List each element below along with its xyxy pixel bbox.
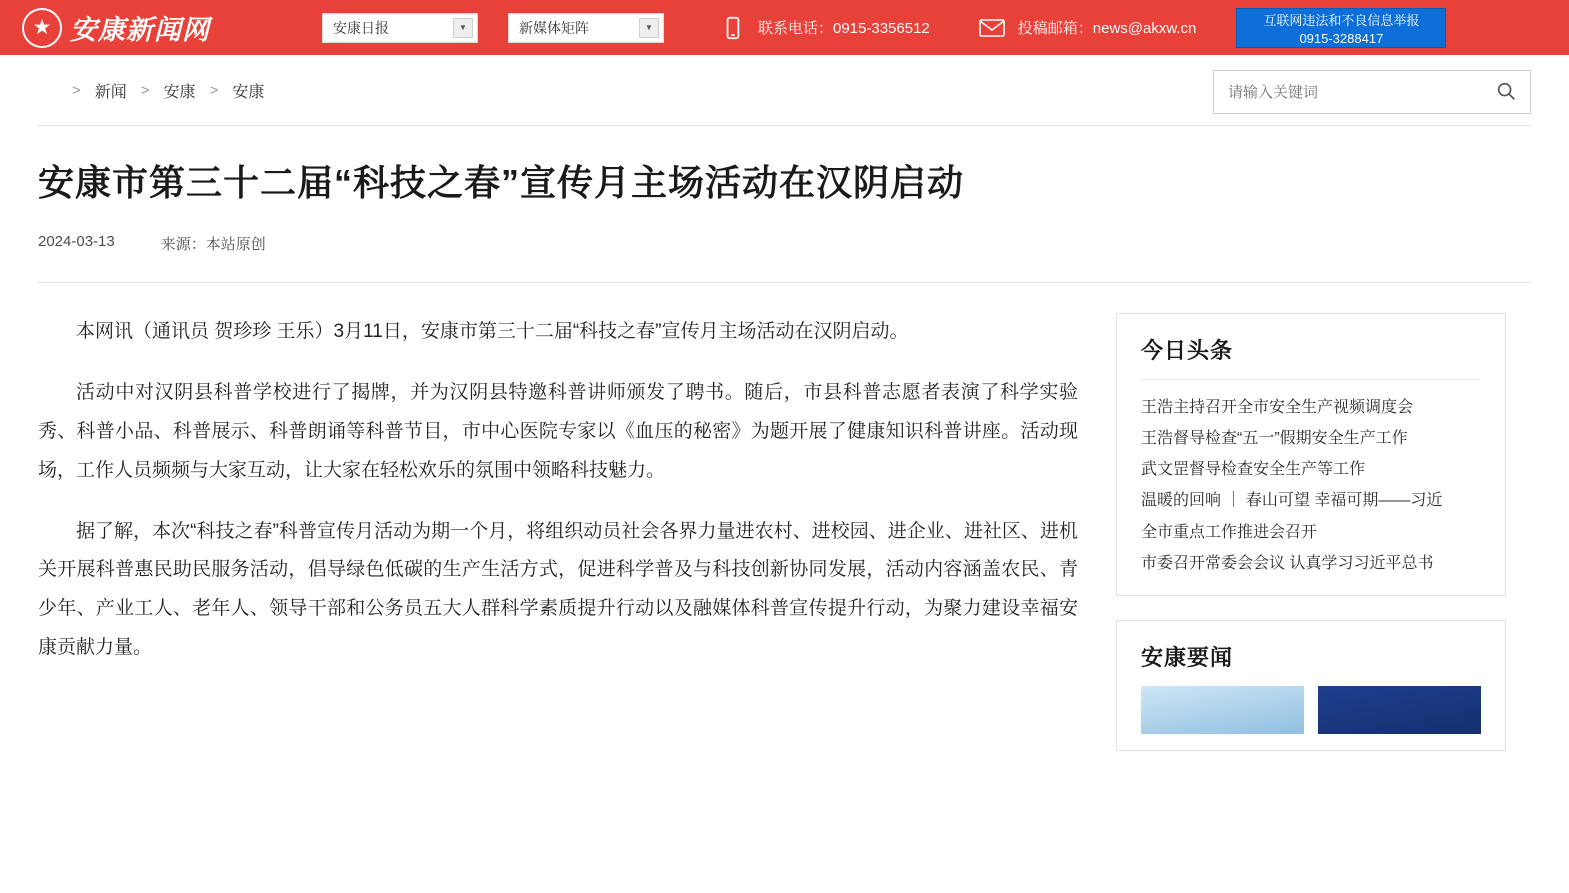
search-input[interactable] <box>1214 71 1482 113</box>
report-line1: 互联网违法和不良信息举报 <box>1263 12 1420 28</box>
panel-ankang-news <box>1116 620 1506 751</box>
thumbnail-row <box>1141 686 1481 734</box>
site-name: 安康新闻网 <box>70 15 210 46</box>
list-item[interactable]: 武文罡督导检查安全生产等工作 <box>1141 461 1366 479</box>
select-new-media-matrix-value: 新媒体矩阵 <box>519 19 589 36</box>
panel-rule <box>1141 379 1481 380</box>
report-line2: 0915-3288417 <box>1299 31 1384 47</box>
chevron-down-icon[interactable]: ▼ <box>453 18 473 38</box>
breadcrumb <box>38 79 264 102</box>
select-ankang-daily-value: 安康日报 <box>333 19 389 36</box>
thumbnail-image-dark[interactable] <box>1318 686 1481 734</box>
list-item[interactable]: 王浩督导检查“五一”假期安全生产工作 <box>1141 429 1408 447</box>
article-paragraph: 据了解，本次“科技之春”科普宣传月活动为期一个月，将组织动员社会各界力量进农村、进校园、进企业、进社区、进机关开展科普惠民助民服务活动，倡导绿色低碳的生产生活方式，促进科学普及与科技创新协同发展，活动内容涵盖农民、青少年、产业工人、老年人、领导干部和公务员五大人群科学素质提升行动以及融媒体科普宣传提升行动，为聚力建设幸福安康贡献力量。 <box>38 520 1078 659</box>
list-item[interactable]: 温暖的回响 ｜ 春山可望 幸福可期——习近 <box>1141 492 1443 510</box>
page-title: 安康市第三十二届“科技之春”宣传月主场活动在汉阴启动 <box>38 162 965 203</box>
article-meta <box>38 233 1531 254</box>
search-box[interactable] <box>1213 70 1531 114</box>
search-icon <box>1495 80 1517 105</box>
breadcrumb-item-ankang-sub[interactable]: 安康 <box>232 83 265 101</box>
breadcrumb-separator: > <box>140 81 150 99</box>
thumbnail-image-light[interactable] <box>1141 686 1304 734</box>
article-body <box>38 313 1078 775</box>
select-ankang-daily[interactable] <box>322 13 478 43</box>
top-bar <box>0 0 1569 55</box>
breadcrumb-separator: > <box>209 81 219 99</box>
breadcrumb-item-ankang[interactable]: 安康 <box>163 83 196 101</box>
site-logo[interactable] <box>22 8 272 48</box>
page-content <box>0 126 1569 775</box>
contact-phone-label: 联系电话：0915-3356512 <box>758 20 930 37</box>
mail-icon <box>978 16 1006 40</box>
search-button[interactable] <box>1482 71 1530 113</box>
illegal-info-report-button[interactable] <box>1236 8 1446 48</box>
breadcrumb-row <box>0 55 1569 125</box>
phone-icon <box>720 15 746 41</box>
star-icon: ★ <box>22 8 62 48</box>
select-new-media-matrix[interactable] <box>508 13 664 43</box>
chevron-down-icon[interactable]: ▼ <box>639 18 659 38</box>
article-source: 来源：本站原创 <box>160 235 266 253</box>
article-paragraph: 本网讯（通讯员 贺珍珍 王乐）3月11日，安康市第三十二届“科技之春”宣传月主场活动在汉阴启动。 <box>76 320 909 342</box>
panel-title-headlines: 今日头条 <box>1141 337 1234 363</box>
list-item[interactable]: 王浩主持召开全市安全生产视频调度会 <box>1141 398 1414 416</box>
breadcrumb-separator: > <box>72 81 81 99</box>
breadcrumb-item-news[interactable]: 新闻 <box>94 83 127 101</box>
article-paragraph: 活动中对汉阴县科普学校进行了揭牌，并为汉阴县特邀科普讲师颁发了聘书。随后，市县科普志愿者表演了科学实验秀、科普小品、科普展示、科普朗诵等科普节目，市中心医院专家以《血压的秘密》为题开展了健康知识科普讲座。活动现场，工作人员频频与大家互动，让大家在轻松欢乐的氛围中领略科技魅力。 <box>38 381 1078 481</box>
panel-todays-headlines <box>1116 313 1506 596</box>
sidebar <box>1116 313 1506 775</box>
contact-phone <box>720 15 930 41</box>
panel-title-ankang-news: 安康要闻 <box>1141 644 1234 670</box>
contact-email-label: 投稿邮箱：news@akxw.cn <box>1017 20 1197 37</box>
headline-list <box>1141 392 1481 579</box>
article-divider <box>38 282 1531 283</box>
list-item[interactable]: 市委召开常委会会议 认真学习习近平总书 <box>1141 554 1434 572</box>
contact-email <box>978 16 1197 40</box>
article-date: 2024-03-13 <box>38 232 115 250</box>
article-header <box>38 126 1531 283</box>
list-item[interactable]: 全市重点工作推进会召开 <box>1141 523 1318 541</box>
